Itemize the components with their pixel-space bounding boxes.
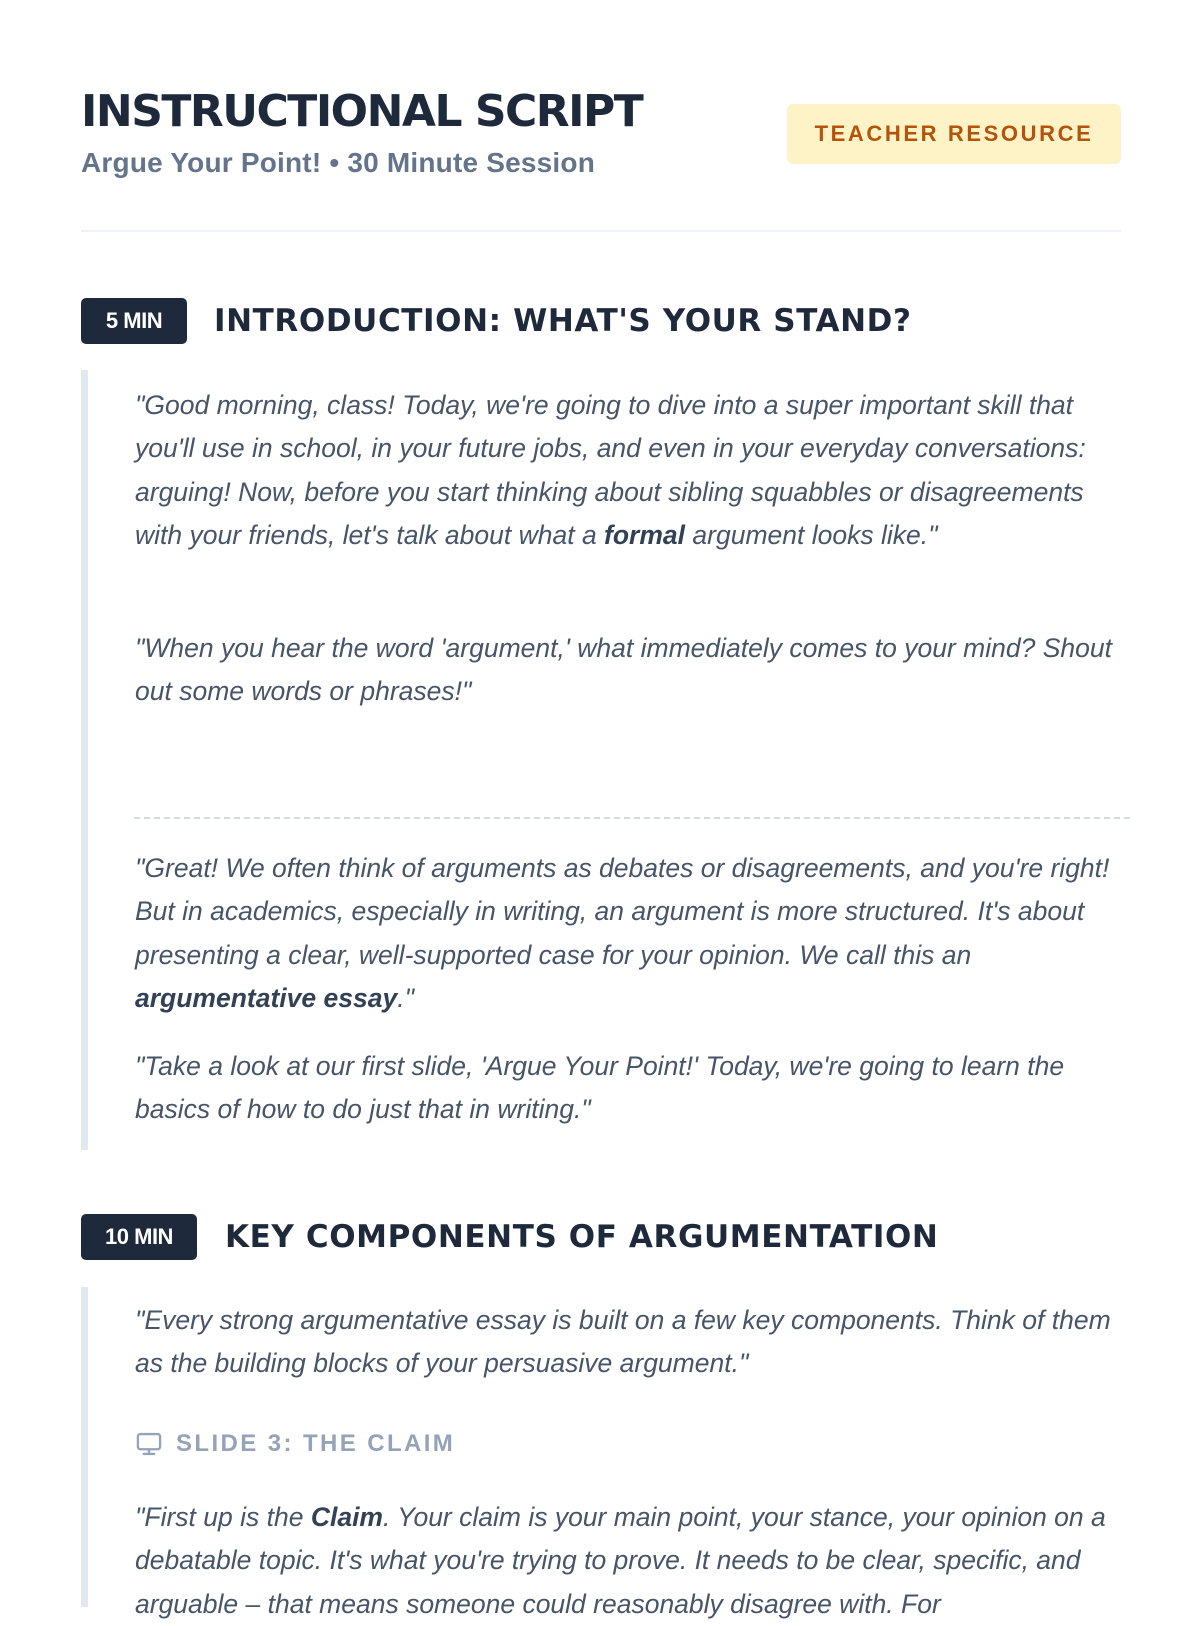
page-title: INSTRUCTIONAL SCRIPT — [81, 86, 643, 137]
script-paragraph: "Every strong argumentative essay is built on a few key components. Think of them as the building blocks of your persuasive argument." — [135, 1305, 1111, 1379]
script-paragraph — [135, 847, 1135, 1020]
script-paragraph — [135, 1496, 1135, 1626]
emphasis-text: argumentative essay — [135, 982, 398, 1013]
section-title: KEY COMPONENTS OF ARGUMENTATION — [225, 1219, 939, 1255]
section-introduction — [81, 298, 1121, 1125]
paragraph-text: . Your claim is your main point, your stance, your opinion on a debatable topic. It's what you're trying to prove. It needs to be clear, specific, and arguable – that means someone could reasonably disagree with. For — [135, 1502, 1106, 1619]
paragraph-text: "Great! We often think of arguments as debates or disagreements, and you're right! But in academics, especially in writing, an argument is more structured. It's about presenting a clear, well-supported case for your opinion. We call this an — [135, 853, 1110, 970]
page-subtitle: Argue Your Point! • 30 Minute Session — [81, 147, 596, 178]
script-paragraph: "Take a look at our first slide, 'Argue Your Point!' Today, we're going to learn the basics of how to do just that in writing." — [135, 1051, 1065, 1125]
slide-reference — [135, 1426, 455, 1462]
script-paragraph — [135, 384, 1135, 557]
script-block — [81, 1287, 1121, 1619]
section-header — [81, 298, 1121, 346]
section-divider — [134, 817, 1130, 819]
paragraph-text: ." — [397, 982, 414, 1013]
paragraph-text: "First up is the — [135, 1502, 311, 1532]
section-key-components — [81, 1214, 1121, 1619]
script-block — [81, 370, 1121, 1150]
slide-reference-label: SLIDE 3: THE CLAIM — [176, 1430, 456, 1457]
document-header — [81, 0, 1121, 232]
section-title: INTRODUCTION: WHAT'S YOUR STAND? — [214, 303, 912, 339]
emphasis-text: formal — [604, 519, 686, 550]
section-header — [81, 1214, 1121, 1262]
monitor-icon — [135, 1430, 163, 1458]
paragraph-text: argument looks like." — [685, 519, 938, 550]
teacher-resource-badge: TEACHER RESOURCE — [787, 104, 1121, 164]
time-badge: 10 MIN — [81, 1214, 197, 1260]
emphasis-text: Claim — [310, 1502, 383, 1532]
script-paragraph: "When you hear the word 'argument,' what immediately comes to your mind? Shout out some words or phrases!" — [135, 633, 1112, 707]
paragraph-text: "Good morning, class! Today, we're going to dive into a super important skill that you'll use in school, in your future jobs, and even in your everyday conversations: arguing! Now, before you start thinking about sibling squabbles or disagreements with your friends, let's talk about what a — [135, 390, 1086, 550]
time-badge: 5 MIN — [81, 298, 187, 344]
page — [81, 0, 1121, 1619]
